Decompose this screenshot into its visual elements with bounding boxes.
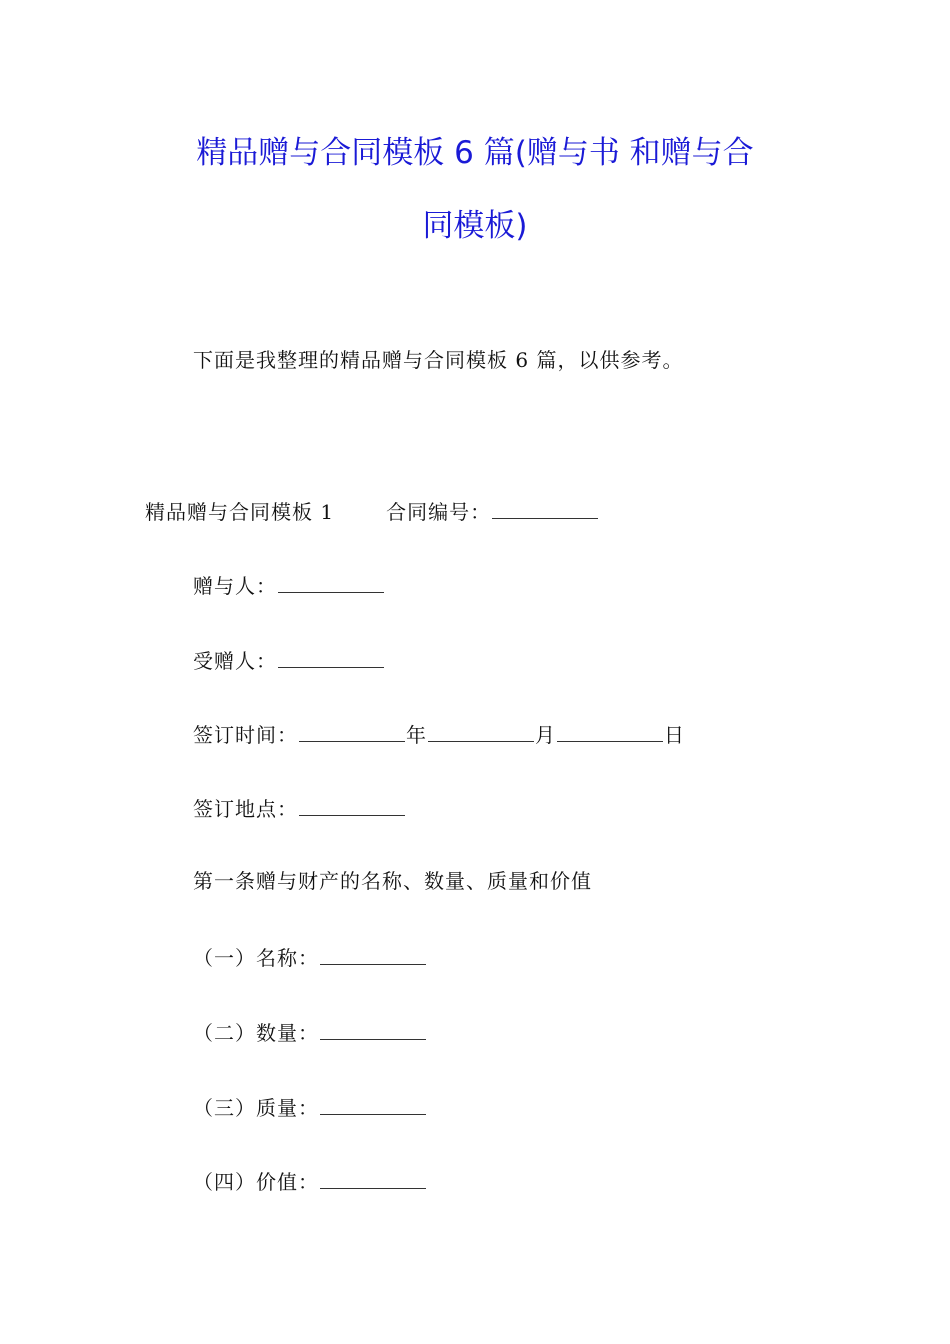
article-1: 第一条赠与财产的名称、数量、质量和价值 — [193, 869, 592, 893]
item-quality-blank — [320, 1096, 426, 1115]
document-title-line-2: 同模板) — [422, 208, 528, 244]
year-label: 年 — [406, 723, 427, 747]
donor-row — [193, 574, 385, 596]
sign-time-label: 签订时间： — [193, 723, 298, 747]
item-value-blank — [320, 1170, 426, 1189]
sign-place-blank — [299, 797, 405, 816]
item-quality-row — [193, 1096, 427, 1118]
item-value-label: （四）价值： — [193, 1170, 319, 1194]
day-label: 日 — [664, 723, 685, 747]
item-quality-label: （三）质量： — [193, 1096, 319, 1120]
intro-paragraph: 下面是我整理的精品赠与合同模板 6 篇，以供参考。 — [193, 348, 684, 372]
day-blank — [557, 723, 663, 742]
item-quantity-blank — [320, 1021, 426, 1040]
contract-number-blank — [492, 500, 598, 519]
document-title-line-1: 精品赠与合同模板 6 篇(赠与书 和赠与合 — [196, 135, 754, 171]
sign-place-label: 签订地点： — [193, 797, 298, 821]
item-quantity-label: （二）数量： — [193, 1021, 319, 1045]
item-name-blank — [320, 946, 426, 965]
donee-label: 受赠人： — [193, 649, 277, 673]
donee-row — [193, 649, 385, 671]
item-name-row — [193, 946, 427, 968]
donee-blank — [278, 649, 384, 668]
month-blank — [428, 723, 534, 742]
sign-place-row — [193, 797, 406, 819]
item-quantity-row — [193, 1021, 427, 1043]
item-value-row — [193, 1170, 427, 1192]
section-heading: 精品赠与合同模板 1 — [145, 500, 335, 524]
year-blank — [299, 723, 405, 742]
item-name-label: （一）名称： — [193, 946, 319, 970]
donor-label: 赠与人： — [193, 574, 277, 598]
donor-blank — [278, 574, 384, 593]
contract-number-label: 合同编号： — [386, 500, 492, 524]
section-heading-row — [145, 500, 599, 522]
month-label: 月 — [535, 723, 556, 747]
sign-time-row — [193, 723, 685, 745]
